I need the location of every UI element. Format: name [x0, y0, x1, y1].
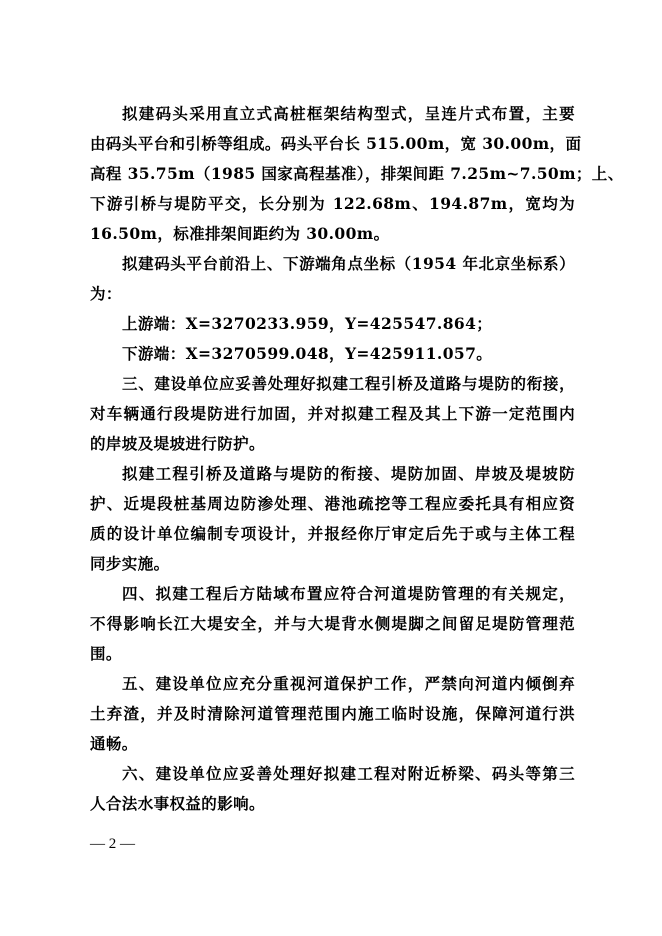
text-line: 四、拟建工程后方陆域布置应符合河道堤防管理的有关规定，	[122, 584, 575, 603]
text-line: 拟建码头采用直立式高桩框架结构型式，呈连片式布置，主要	[122, 104, 575, 123]
text-line: 同步实施。	[90, 554, 170, 573]
text-line: 通畅。	[90, 734, 138, 753]
coordinate-upstream: 上游端：X=3270233.959，Y=425547.864；	[122, 314, 493, 333]
text-line: 高程 35.75m（1985 国家高程基准），排架间距 7.25m~7.50m；上、	[90, 164, 624, 183]
text-line: 三、建设单位应妥善处理好拟建工程引桥及道路与堤防的衔接，	[122, 374, 575, 393]
text-line: 护、近堤段桩基周边防渗处理、港池疏挖等工程应委托具有相应资	[90, 494, 575, 513]
text-line: 拟建工程引桥及道路与堤防的衔接、堤防加固、岸坡及堤坡防	[122, 464, 575, 483]
coordinate-downstream: 下游端：X=3270599.048，Y=425911.057。	[122, 344, 493, 363]
text-line: 为：	[90, 284, 122, 303]
text-line: 不得影响长江大堤安全，并与大堤背水侧堤脚之间留足堤防管理范	[90, 614, 575, 633]
text-line: 下游引桥与堤防平交，长分别为 122.68m、194.87m，宽均为	[90, 194, 575, 213]
text-line: 对车辆通行段堤防进行加固，并对拟建工程及其上下游一定范围内	[90, 404, 575, 423]
text-line: 16.50m，标准排架间距约为 30.00m。	[90, 224, 390, 243]
text-line: 围。	[90, 644, 122, 663]
text-line: 六、建设单位应妥善处理好拟建工程对附近桥梁、码头等第三	[122, 764, 575, 783]
text-line: 质的设计单位编制专项设计，并报经你厅审定后先于或与主体工程	[90, 524, 575, 543]
page-number: — 2 —	[90, 836, 135, 852]
text-line: 人合法水事权益的影响。	[90, 794, 265, 813]
text-line: 拟建码头平台前沿上、下游端角点坐标（1954 年北京坐标系）	[122, 254, 575, 273]
text-line: 的岸坡及堤坡进行防护。	[90, 434, 265, 453]
text-line: 五、建设单位应充分重视河道保护工作，严禁向河道内倾倒弃	[122, 674, 575, 693]
text-line: 由码头平台和引桥等组成。码头平台长 515.00m，宽 30.00m，面	[90, 134, 582, 153]
text-line: 土弃渣，并及时清除河道管理范围内施工临时设施，保障河道行洪	[90, 704, 575, 723]
